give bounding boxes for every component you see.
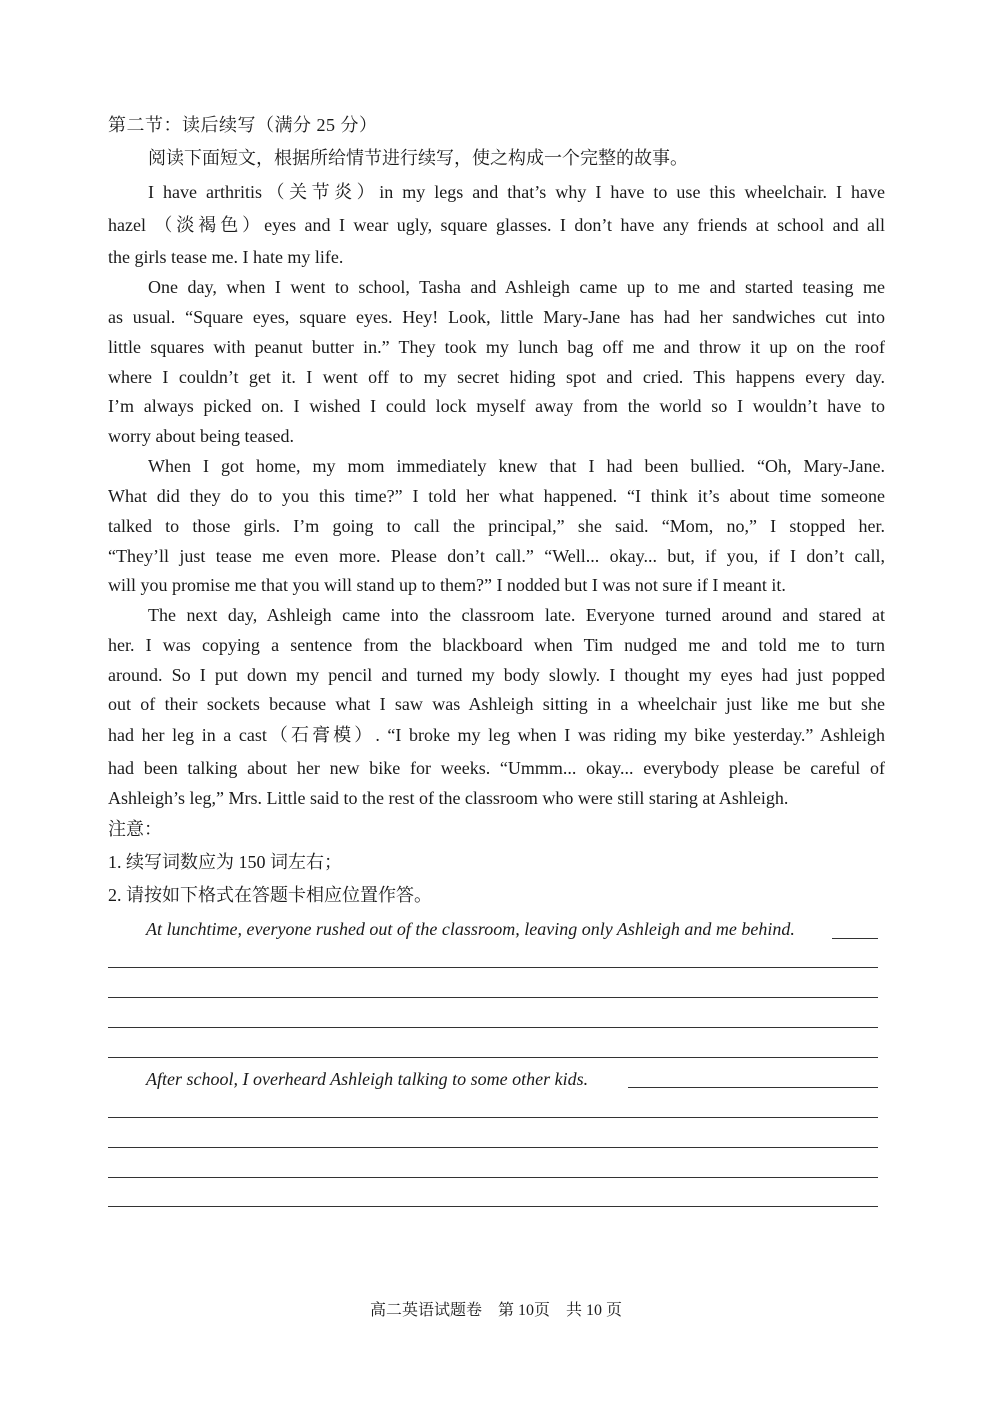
passage-line: I have arthritis（关节炎）in my legs and that’s why I have to use this wheelchair. I have — [148, 182, 885, 202]
answer-line[interactable] — [108, 997, 878, 998]
continuation-prompt-2: After school, I overheard Ashleigh talking to some other kids. — [146, 1069, 589, 1089]
answer-line[interactable] — [108, 1027, 878, 1028]
passage-line: What did they do to you this time?” I told her what happened. “I think it’s about time someone — [108, 486, 885, 506]
answer-line[interactable] — [108, 1117, 878, 1118]
passage-line: One day, when I went to school, Tasha and Ashleigh came up to me and started teasing me — [148, 277, 885, 297]
passage-line: When I got home, my mom immediately knew that I had been bullied. “Oh, Mary-Jane. — [148, 456, 885, 476]
answer-line[interactable] — [108, 1177, 878, 1178]
passage-line: will you promise me that you will stand up to them?” I nodded but I was not sure if I meant it. — [108, 575, 786, 595]
passage-line: her. I was copying a sentence from the blackboard when Tim nudged me and told me to turn — [108, 635, 885, 655]
note-item: 2. 请按如下格式在答题卡相应位置作答。 — [108, 885, 432, 905]
passage-line: the girls tease me. I hate my life. — [108, 247, 344, 267]
passage-line: little squares with peanut butter in.” They took my lunch bag off me and throw it up on the roof — [108, 337, 885, 357]
passage-line: had been talking about her new bike for weeks. “Ummm... okay... everybody please be careful of — [108, 758, 885, 778]
passage-line: Ashleigh’s leg,” Mrs. Little said to the rest of the classroom who were still staring at Ashleigh. — [108, 788, 789, 808]
passage-line: talked to those girls. I’m going to call the principal,” she said. “Mom, no,” I stopped her. — [108, 516, 885, 536]
answer-line[interactable] — [108, 1057, 878, 1058]
passage-line: as usual. “Square eyes, square eyes. Hey! Look, little Mary-Jane has had her sandwiches cut into — [108, 307, 885, 327]
passage-line: worry about being teased. — [108, 426, 294, 446]
instruction: 阅读下面短文，根据所给情节进行续写，使之构成一个完整的故事。 — [148, 148, 688, 168]
passage-line: out of their sockets because what I saw was Ashleigh sitting in a wheelchair just like me but she — [108, 694, 885, 714]
answer-line[interactable] — [108, 967, 878, 968]
continuation-prompt-1: At lunchtime, everyone rushed out of the classroom, leaving only Ashleigh and me behind. — [146, 919, 795, 939]
answer-line[interactable] — [108, 1206, 878, 1207]
answer-line[interactable] — [108, 1147, 878, 1148]
passage-line: The next day, Ashleigh came into the classroom late. Everyone turned around and stared at — [148, 605, 885, 625]
passage-line: had her leg in a cast（石膏模）. “I broke my leg when I was riding my bike yesterday.” Ashleigh — [108, 725, 885, 745]
answer-line[interactable] — [832, 938, 878, 939]
page-footer: 高二英语试题卷 第 10页 共 10 页 — [369, 1302, 622, 1319]
section-heading: 第二节：读后续写（满分 25 分） — [108, 115, 378, 135]
note-item: 1. 续写词数应为 150 词左右； — [108, 852, 342, 872]
notes-title: 注意： — [108, 819, 162, 839]
passage-line: where I couldn’t get it. I went off to my secret hiding spot and cried. This happens every day. — [108, 367, 885, 387]
passage-line: “They’ll just tease me even more. Please don’t call.” “Well... okay... but, if you, if I don’t call, — [108, 546, 885, 566]
passage-line: hazel （淡褐色）eyes and I wear ugly, square glasses. I don’t have any friends at school and all — [108, 215, 885, 235]
passage-line: around. So I put down my pencil and turned my body slowly. I thought my eyes had just popped — [108, 665, 885, 685]
passage-line: I’m always picked on. I wished I could lock myself away from the world so I wouldn’t have to — [108, 396, 885, 416]
answer-line[interactable] — [628, 1087, 878, 1088]
